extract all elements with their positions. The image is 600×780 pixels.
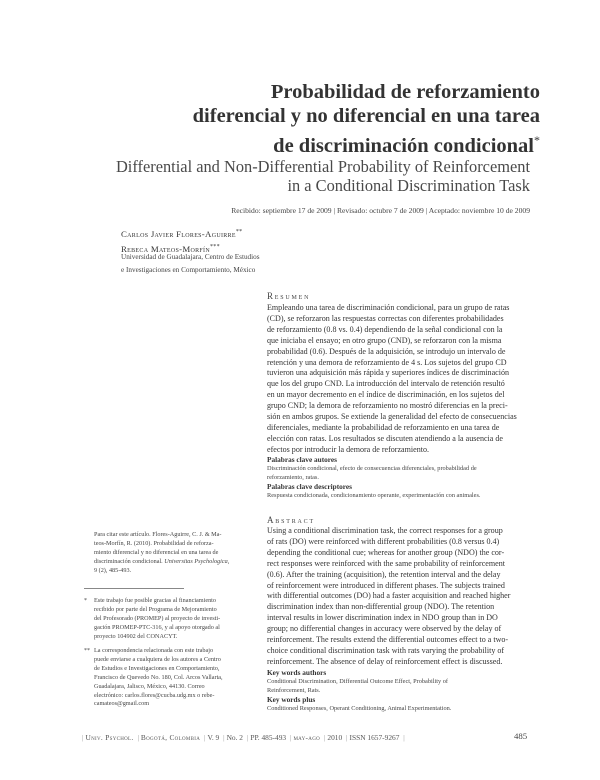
received-date: Recibido: septiembre 17 de 2009	[231, 206, 332, 215]
citation-line: miento diferencial y no diferencial en una tarea de	[94, 548, 219, 556]
resumen-body	[267, 303, 530, 456]
footer-volume: V. 9	[207, 733, 220, 742]
affiliation-line: e Investigaciones en Comportamiento, México	[121, 266, 256, 274]
footnote-line: puede enviarse a cualquiera de los autores a Centro	[94, 655, 221, 663]
keywords-line: Respuesta condicionada, condicionamiento operante, experimentación con animales.	[267, 492, 481, 499]
affiliation-line: Universidad de Guadalajara, Centro de Estudios	[121, 253, 260, 261]
abstract-line: of reinforcement were introduced in different phases. The subjects trained	[267, 580, 505, 590]
footnote-line: de Estudios e Investigaciones en Comportamiento,	[94, 664, 220, 672]
footnote-line: La correspondencia relacionada con este trabajo	[94, 647, 214, 654]
keywords-descriptors-label: Palabras clave descriptores	[267, 482, 352, 491]
footer-year: 2010	[327, 733, 343, 742]
article-title	[60, 80, 540, 158]
page-footer: | Univ. Psychol. | Bogotá, Colombia | V. 9 | No. 2 | PP. 485-493 | may-ago | 2010 | ISSN 1657-9267 |	[82, 733, 405, 742]
footnote	[84, 647, 223, 709]
key-words-plus-label: Key words plus	[267, 695, 316, 704]
footer-issn: ISSN 1657-9267	[349, 733, 400, 742]
footnote-line: camateos@gmail.com	[94, 700, 150, 708]
footnote-line: recibido por parte del Programa de Mejoramiento	[94, 605, 217, 613]
abstract-line: Using a conditional discrimination task, the correct responses for a group	[267, 526, 503, 535]
keywords-line: Discriminación condicional, efecto de consecuencias diferenciales, probabilidad de	[267, 465, 477, 472]
citation-line: discriminación condicional. Universitas Psychologica,	[94, 557, 230, 565]
keywords-line: Conditioned Responses, Operant Conditioning, Animal Experimentation.	[267, 705, 452, 712]
footnote-divider	[84, 588, 184, 589]
footer-city: Bogotá, Colombia	[140, 733, 201, 742]
footnote-line: electrónico: carlos.flores@cucba.udg.mx o rebe-	[94, 691, 215, 699]
title-line: Probabilidad de reforzamiento	[270, 81, 540, 103]
citation-line: teos-Morfín, R. (2010). Probabilidad de reforza-	[94, 539, 214, 547]
resumen-line: de reforzamiento (0.8 vs. 0.4) dependiendo de la señal condicional con la	[267, 324, 503, 334]
date-separator: |	[333, 206, 336, 215]
resumen-line: probabilidad (0.6). Después de la adquisición, se introdujo un intervalo de	[267, 346, 506, 356]
resumen-line: retención y una demora de reforzamiento de 4 s. Los sujetos del grupo CD	[267, 357, 507, 367]
abstract-line: interval results in lower discrimination index in NDO group than in DO	[267, 613, 498, 623]
abstract-line: with differential outcomes (DO) had a faster acquisition and reached higher	[267, 591, 511, 601]
footnote-line: proyecto 104902 del CONACYT.	[94, 632, 178, 640]
abstract-line: group; no differential changes in accuracy were observed by the delay of	[267, 624, 502, 634]
keywords-descriptors	[267, 491, 481, 500]
resumen-line: elección con ratas. Los resultados se discuten atendiendo a la ausencia de	[267, 433, 503, 443]
resumen-heading: Resumen	[267, 291, 311, 301]
title-footnote-marker[interactable]: *	[534, 133, 540, 147]
keywords-authors	[267, 464, 477, 482]
title-line: de discriminación condicional*	[273, 133, 540, 157]
abstract-line: rect responses were reinforced with the same probability of reinforcement	[267, 558, 505, 568]
citation-journal: Universitas Psychologica,	[164, 557, 230, 565]
footnote-line: gación PROMEP-PTC-316, y al apoyo otorgado al	[94, 623, 220, 631]
keywords-line: Reinforcement, Rats.	[267, 687, 321, 694]
resumen-line: que iniciaba el ensayo; en otro grupo (CND), se reforzaron con la misma	[267, 335, 502, 345]
revised-date: Revisado: octubre 7 de 2009	[336, 206, 424, 215]
resumen-line: tuvieron una adquisición más rápida y superiores índices de discriminación	[267, 368, 510, 378]
resumen-line: diferenciales, mediante la probabilidad de reforzamiento en una tarea de	[267, 422, 500, 432]
key-words-authors-label: Key words authors	[267, 668, 327, 677]
keywords-line: reforzamiento, ratas.	[267, 474, 319, 481]
keywords-authors-label: Palabras clave autores	[267, 455, 337, 464]
resumen-line: Empleando una tarea de discriminación condicional, para un grupo de ratas	[267, 303, 510, 312]
citation-line: Para citar este artículo. Flores-Aguirre, C. J. & Ma-	[94, 531, 222, 538]
footer-months: may-ago	[293, 733, 321, 742]
citation-line: 9 (2), 485-493.	[94, 566, 132, 574]
affiliation	[121, 251, 260, 277]
keywords-line: Conditional Discrimination, Differential Outcome Effect, Probability of	[267, 678, 448, 685]
footer-pages: PP. 485-493	[250, 733, 287, 742]
author: Rebeca Mateos-Morfín***	[121, 243, 220, 254]
resumen-line: (CD), se reforzaron las respuestas correctas con diferentes probabilidades	[267, 313, 504, 323]
author: Carlos Javier Flores-Aguirre**	[121, 228, 243, 239]
article-dates	[60, 206, 530, 215]
abstract-line: choice conditional discrimination task with rats varying the probability of	[267, 645, 505, 655]
abstract-line: of rats (DO) were reinforced with different probabilities (0.8 versus 0.4)	[267, 536, 500, 546]
resumen-line: efectos por introducir la demora de reforzamiento.	[267, 444, 429, 454]
key-words-authors	[267, 677, 448, 695]
subtitle-line: Differential and Non-Differential Probability of Reinforcement	[115, 157, 530, 176]
key-words-plus	[267, 704, 451, 713]
author-footnote-marker[interactable]: ***	[209, 243, 220, 250]
footnote-marker: *	[84, 598, 87, 604]
abstract-line: reinforcement. The absence of delay of reinforcement effect is discussed.	[267, 656, 503, 666]
abstract-line: reinforcement. The results extend the differential outcomes effect to a two-	[267, 635, 509, 645]
footer-journal: Univ. Psychol.	[85, 733, 134, 742]
subtitle-line: in a Conditional Discrimination Task	[287, 176, 530, 195]
author-footnote-marker[interactable]: **	[235, 229, 243, 235]
footer-number: No. 2	[226, 733, 244, 742]
accepted-date: Aceptado: noviembre 10 de 2009	[428, 206, 530, 215]
resumen-line: en un mayor decremento en el índice de discriminación, en los sujetos del	[267, 390, 505, 400]
title-line: diferencial y no diferencial en una tarea	[192, 105, 540, 127]
abstract-body	[267, 526, 530, 668]
abstract-line: discrimination index than non-differential group (NDO). The retention	[267, 602, 495, 612]
abstract-heading: Abstract	[267, 515, 315, 525]
footnote-line: Francisco de Quevedo No. 180, Col. Arcos Vallarta,	[94, 673, 223, 681]
page-number: 485	[514, 731, 528, 741]
abstract-line: (0.6). After the training (acquisition), the retention interval and the delay	[267, 569, 501, 579]
article-subtitle	[60, 157, 530, 195]
footnote	[84, 597, 221, 642]
footnote-marker: **	[84, 648, 90, 654]
date-separator: |	[425, 206, 428, 215]
citation-note	[94, 531, 229, 576]
resumen-line: grupo CND; la demora de reforzamiento no mostró diferencias en la preci-	[267, 401, 508, 411]
footnote-line: Este trabajo fue posible gracias al financiamiento	[94, 597, 216, 604]
resumen-line: sión en ambos grupos. Se extiende la generalidad del efecto de consecuencias	[267, 412, 517, 422]
footnote-line: Guadalajara, Jalisco, México, 44130. Correo	[94, 682, 205, 690]
footnote-line: del Profesorado (PROMEP) al proyecto de investi-	[94, 614, 221, 622]
resumen-line: que los del grupo CND. La introducción del intervalo de retención resultó	[267, 379, 505, 389]
abstract-line: depending the conditional cue; whereas for another group (NDO) the cor-	[267, 547, 505, 557]
